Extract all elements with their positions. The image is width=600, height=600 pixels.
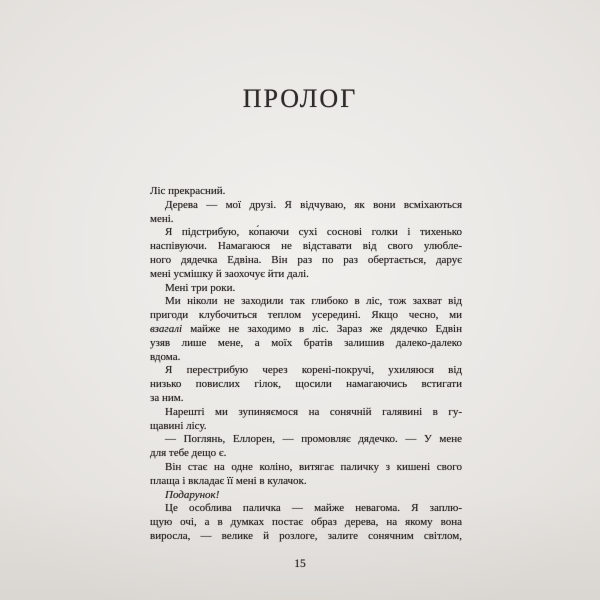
text-line	[150, 226, 462, 240]
text-line	[150, 351, 462, 365]
text-line	[150, 489, 462, 503]
text-line	[150, 433, 462, 447]
text-line	[150, 461, 462, 475]
text-segment: за ним.	[150, 391, 184, 404]
paragraph	[150, 226, 462, 281]
text-segment: мені усмішку й заохочує йти далі.	[150, 267, 309, 280]
emphasized-text: взагалі	[150, 322, 183, 335]
paragraph	[150, 489, 462, 503]
text-line	[150, 185, 462, 199]
text-line	[150, 282, 462, 296]
chapter-heading: ПРОЛОГ	[242, 84, 358, 113]
page-body	[150, 185, 462, 544]
text-segment: Ліс прекрасний.	[150, 185, 226, 197]
text-segment: пригоди клубочиться теплом усередині. Якщо чесно, ми	[150, 309, 462, 322]
text-segment: Ми ніколи не заходили так глибоко в ліс, тож захват від	[165, 295, 462, 308]
text-line	[150, 378, 462, 392]
text-line	[150, 406, 462, 420]
text-segment: Я підстрибую, ко́паючи сухі соснові голки і тихенько	[165, 226, 462, 239]
text-segment: щавині лісу.	[150, 419, 207, 432]
text-line	[150, 447, 462, 461]
text-line	[150, 199, 462, 213]
text-segment: Дерева — мої друзі. Я відчуваю, як вони всміхаються	[165, 198, 462, 211]
paragraph	[150, 461, 462, 489]
text-segment: Я перестрибую через корені-покручі, ухиляюся від	[165, 364, 462, 377]
text-line	[150, 392, 462, 406]
text-line	[150, 323, 462, 337]
page-number: 15	[294, 558, 306, 570]
emphasized-text: Подарунок!	[165, 488, 220, 501]
paragraph	[150, 282, 462, 296]
paragraph	[150, 433, 462, 461]
text-line	[150, 254, 462, 268]
text-line	[150, 213, 462, 227]
paragraph	[150, 364, 462, 405]
text-line	[150, 295, 462, 309]
paragraph	[150, 185, 462, 199]
text-segment: наспівуючи. Намагаюся не відставати від свого улюбле-	[150, 240, 462, 253]
text-segment: плаща і вкладає її мені в кулачок.	[150, 474, 307, 487]
text-segment: низько повислих гілок, щосили намагаючись встигати	[150, 378, 462, 391]
text-segment: Це особлива паличка — майже невагома. Я заплю-	[165, 502, 462, 515]
text-line	[150, 364, 462, 378]
text-line	[150, 337, 462, 351]
text-line	[150, 502, 462, 516]
text-segment: мені.	[150, 212, 174, 225]
text-segment: — Поглянь, Еллорен, — промовляє дядечко. — У мене	[165, 433, 462, 446]
text-segment: вдома.	[150, 350, 181, 363]
text-segment: Він стає на одне коліно, витягає паличку з кишені свого	[165, 460, 462, 473]
paragraph	[150, 502, 462, 543]
text-line	[150, 309, 462, 323]
text-line	[150, 530, 462, 544]
text-line	[150, 240, 462, 254]
text-line	[150, 475, 462, 489]
text-segment: ного дядечка Едвіна. Він раз по раз обертається, дарує	[150, 253, 462, 266]
text-line	[150, 420, 462, 434]
text-segment: узяв лише мене, а моїх братів залишив далеко-далеко	[150, 336, 462, 349]
paragraph	[150, 199, 462, 227]
text-segment: Нарешті ми зупиняємося на сонячній галявині в гу-	[165, 405, 462, 418]
paragraph	[150, 295, 462, 364]
text-line	[150, 268, 462, 282]
text-segment: щую очі, а в думках постає образ дерева, на якому вона	[150, 516, 462, 529]
paragraph	[150, 406, 462, 434]
text-line	[150, 516, 462, 530]
text-segment: виросла, — велике й розлоге, залите сонячним світлом,	[150, 529, 462, 542]
text-segment: майже не заходимо в ліс. Зараз же дядечко Едвін	[182, 322, 462, 335]
text-segment: для тебе дещо є.	[150, 447, 227, 460]
text-segment: Мені три роки.	[165, 281, 236, 294]
